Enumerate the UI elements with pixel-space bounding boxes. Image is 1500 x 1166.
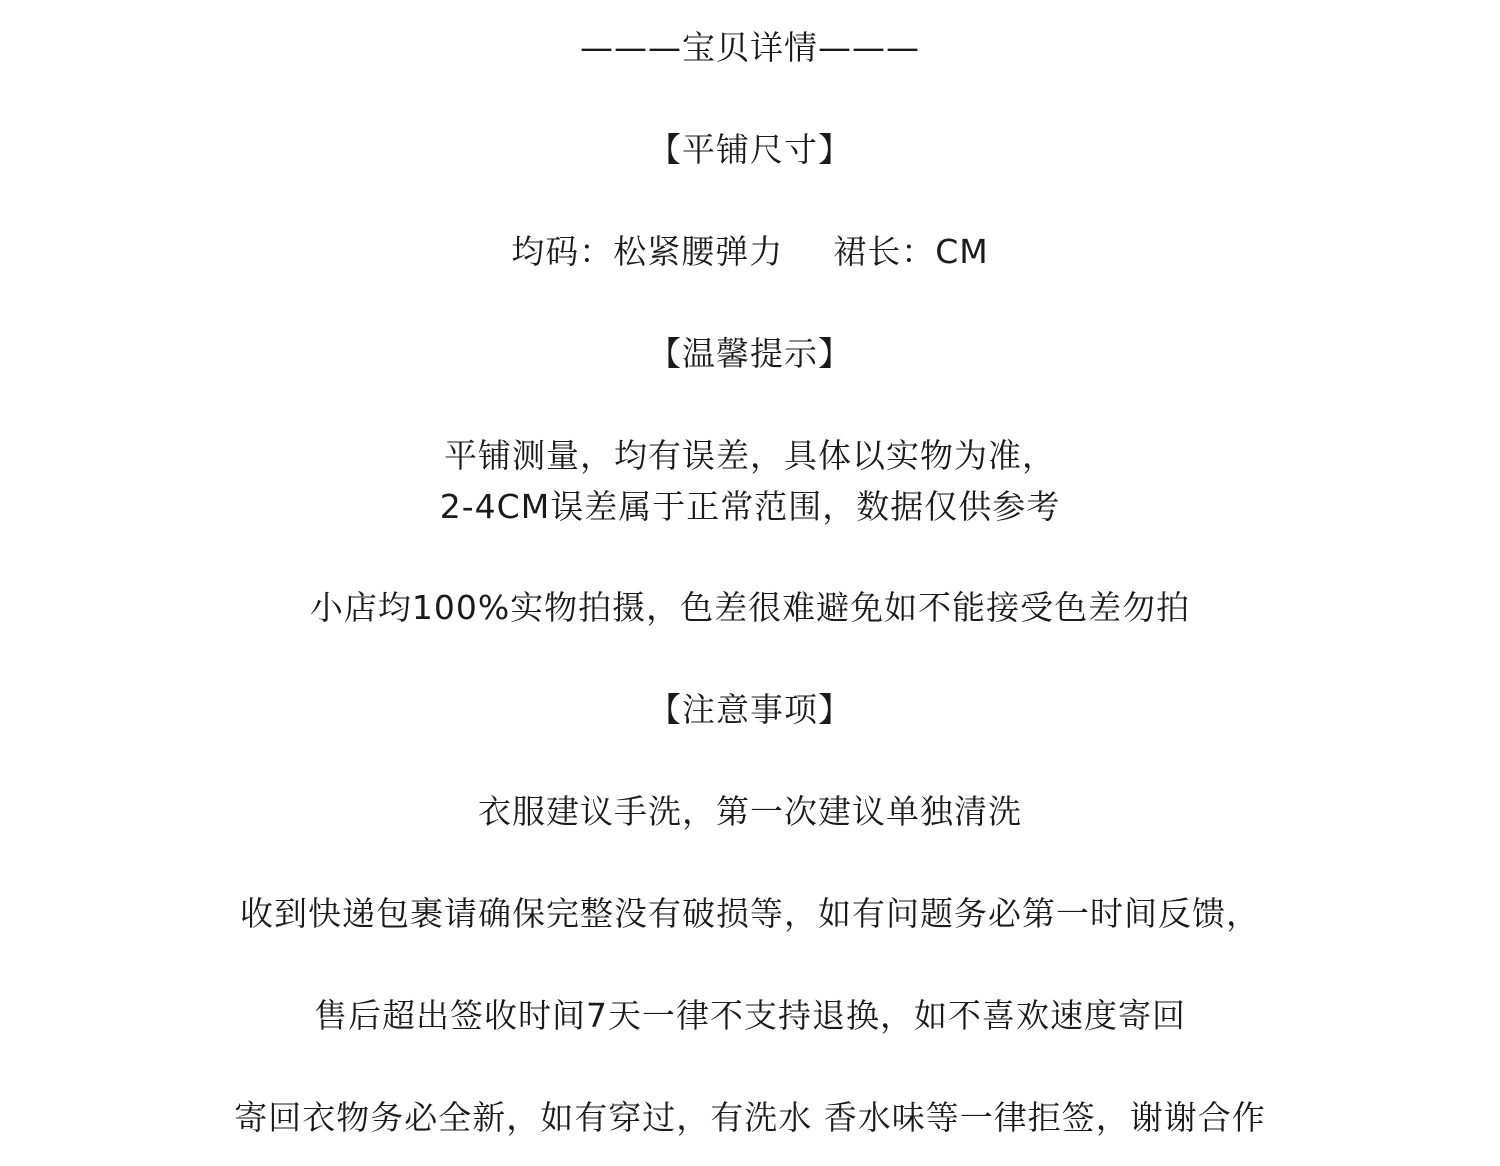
notes-line-3: 售后超出签收时间7天一律不支持退换，如不喜欢速度寄回 <box>314 996 1186 1035</box>
size-heading: 【平铺尺寸】 <box>648 130 852 169</box>
notes-line-2: 收到快递包裹请确保完整没有破损等，如有问题务必第一时间反馈， <box>240 894 1260 933</box>
tips-line-2: 2-4CM误差属于正常范围，数据仅供参考 <box>439 487 1061 526</box>
size-spec-right: 裙长：CM <box>833 232 989 271</box>
page-title: ———宝贝详情——— <box>580 28 920 67</box>
notes-line-1: 衣服建议手洗，第一次建议单独清洗 <box>478 792 1022 831</box>
tips-line-3: 小店均100%实物拍摄，色差很难避免如不能接受色差勿拍 <box>309 588 1191 627</box>
notes-heading: 【注意事项】 <box>648 690 852 729</box>
size-spec-row <box>0 232 1500 272</box>
tips-heading: 【温馨提示】 <box>648 334 852 373</box>
size-spec-left: 均码：松紧腰弹力 <box>511 232 784 271</box>
tips-line-1: 平铺测量，均有误差，具体以实物为准， <box>444 436 1056 475</box>
notes-line-4: 寄回衣物务必全新，如有穿过，有洗水 香水味等一律拒签，谢谢合作 <box>234 1098 1266 1137</box>
